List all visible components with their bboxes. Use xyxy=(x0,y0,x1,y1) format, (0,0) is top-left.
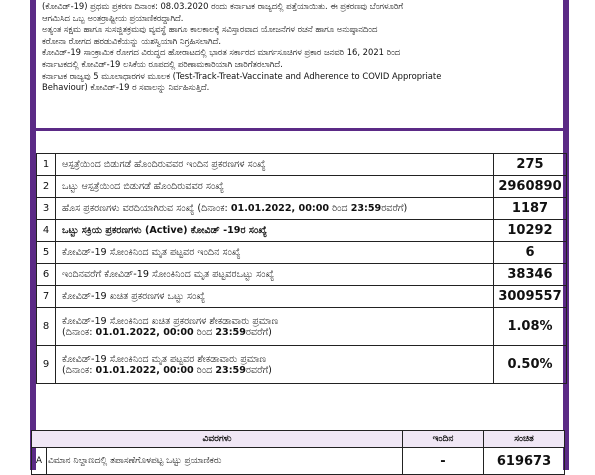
table-row xyxy=(37,198,567,220)
row-value: 275 xyxy=(494,154,567,176)
row-label: ಆಸ್ಪತ್ರೆಯಿಂದ ಬಿಡುಗಡೆ ಹೊಂದಿರುವವರ ಇಂದಿನ ಪ್ರಕರಣಗಳ ಸಂಖ್ಯೆ xyxy=(56,154,494,176)
row-number: 1 xyxy=(37,154,56,176)
row-label-text: ರಿಂದ xyxy=(329,203,351,214)
row-label xyxy=(56,198,494,220)
row-label-text: ರವರೆಗೆ) xyxy=(245,326,272,338)
row-label-text: (ದಿನಾಂಕ: xyxy=(62,326,96,338)
table-row xyxy=(37,154,567,176)
row-label: ಒಟ್ಟು ಸಕ್ರಿಯ ಪ್ರಕರಣಗಳು (Active) ಕೋವಿಡ್ -19ರ ಸಂಖ್ಯೆ xyxy=(56,220,494,242)
row-label-text: ಹೊಸ ಪ್ರಕರಣಗಳು ವರದಿಯಾಗಿರುವ ಸಂಖ್ಯೆ (ದಿನಾಂಕ: xyxy=(62,203,231,214)
intro-line: (ಕೋವಿಡ್-19) ಪ್ರಥಮ ಪ್ರಕರಣ ದಿನಾಂಕ: 08.03.2020 ರಂದು ಕರ್ನಾಟಕ ರಾಜ್ಯದಲ್ಲಿ ಪತ್ತೆಯಾಯಿತು. ಈ ಪ್ರಕರಣವು ಬೆಂಗಳೂರಿಗೆ xyxy=(42,1,404,11)
header-cumulative: ಸಂಚಿತ xyxy=(484,431,565,448)
table-row xyxy=(32,448,565,475)
row-number: 8 xyxy=(37,308,56,346)
row-label: ಒಟ್ಟು ಆಸ್ಪತ್ರೆಯಿಂದ ಬಿಡುಗಡೆ ಹೊಂದಿರುವವರ ಸಂಖ್ಯೆ xyxy=(56,176,494,198)
row-label-text: ರಿಂದ xyxy=(193,326,216,338)
row-number: 9 xyxy=(37,346,56,384)
row-number: 7 xyxy=(37,286,56,308)
row-date-to: 23:59 xyxy=(350,203,382,214)
row-date-to: 23:59 xyxy=(215,364,246,376)
table-row xyxy=(37,242,567,264)
row-number: 4 xyxy=(37,220,56,242)
row-number: 5 xyxy=(37,242,56,264)
intro-bottom-border xyxy=(36,128,563,131)
row-number: 2 xyxy=(37,176,56,198)
table-row xyxy=(37,308,567,346)
row-label: ಕೋವಿಡ್-19 ಸೋಂಕಿನಿಂದ ಮೃತ ಪಟ್ಟವರ ಶೇಕಡಾವಾರು ಪ್ರಮಾಣ xyxy=(62,353,267,365)
travel-screening-table xyxy=(31,430,565,475)
table-row xyxy=(37,264,567,286)
row-value: 38346 xyxy=(494,264,567,286)
row-value: 6 xyxy=(494,242,567,264)
header-today: ಇಂದಿನ xyxy=(403,431,484,448)
row-today: - xyxy=(403,448,484,475)
row-label: ಕೋವಿಡ್-19 ಸೋಂಕಿನಿಂದ ಖಚಿತ ಪ್ರಕರಣಗಳ ಶೇಕಡಾವಾರು ಪ್ರಮಾಣ xyxy=(62,315,279,327)
table-header-row xyxy=(32,431,565,448)
intro-line: ಕರ್ನಾಟಕದಲ್ಲಿ ಕೋವಿಡ್-19 ಲಸಿಕೆಯ ರೂಪದಲ್ಲಿ ಪರಿಣಾಮಕಾರಿಯಾಗಿ ಜಾರಿಗೆತರಲಾಗಿದೆ. xyxy=(42,58,283,69)
row-value: 0.50% xyxy=(494,346,567,384)
row-value: 1187 xyxy=(494,198,567,220)
row-label-text: ರಿಂದ xyxy=(193,364,216,376)
row-label: ಇಂದಿನವರೆಗೆ ಕೋವಿಡ್-19 ಸೋಂಕಿನಿಂದ ಮೃತ ಪಟ್ಟವರಒಟ್ಟು ಸಂಖ್ಯೆ xyxy=(56,264,494,286)
row-value: 10292 xyxy=(494,220,567,242)
covid-stats-table xyxy=(36,153,567,384)
intro-text-box xyxy=(36,0,563,128)
row-label: ವಿಮಾನ ನಿಲ್ದಾಣದಲ್ಲಿ ತಪಾಸಣೆಗೊಳಪಟ್ಟ ಒಟ್ಟು ಪ್ರಯಾಣಿಕರು xyxy=(47,448,403,475)
row-cumulative: 619673 xyxy=(484,448,565,475)
row-value: 2960890 xyxy=(494,176,567,198)
row-number: 3 xyxy=(37,198,56,220)
row-label: ಕೋವಿಡ್-19 ಸೋಂಕಿನಿಂದ ಮೃತ ಪಟ್ಟವರ ಇಂದಿನ ಸಂಖ್ಯೆ xyxy=(56,242,494,264)
row-label-text: ರವರೆಗೆ) xyxy=(245,364,272,376)
table-row xyxy=(37,176,567,198)
row-id: A xyxy=(32,448,47,475)
intro-line: Behaviour) ಕೋವಿಡ್-19 ರ ಸವಾಲನ್ನು ನಿರ್ವಹಿಸುತ್ತಿದೆ. xyxy=(42,82,210,93)
row-label: ಕೋವಿಡ್-19 ಖಚಿತ ಪ್ರಕರಣಗಳ ಒಟ್ಟು ಸಂಖ್ಯೆ xyxy=(56,286,494,308)
intro-line: ಅತ್ಯಂತ ಸಕ್ಷಮ ಹಾಗೂ ಸುಸಜ್ಜಿತಕ್ರಮವು ವ್ಯವಸ್ಥೆ ಹಾಗೂ ಕಾಲಕಾಲಕ್ಕೆ ಸವಿಸ್ತಾರವಾದ ಯೋಜನೆಗಳ ರಚನೆ ಹಾಗೂ ಅನುಷ್ಠಾನದಿಂದ xyxy=(42,24,378,35)
header-details: ವಿವರಗಳು xyxy=(32,431,403,448)
row-label-text: (ದಿನಾಂಕ: xyxy=(62,364,96,376)
row-number: 6 xyxy=(37,264,56,286)
row-value: 1.08% xyxy=(494,308,567,346)
row-value: 3009557 xyxy=(494,286,567,308)
row-date-to: 23:59 xyxy=(215,326,246,338)
row-label-cell xyxy=(56,308,494,346)
table-row xyxy=(37,286,567,308)
intro-line: ಆಗಮಿಸಿದ ಒಬ್ಬ ಅಂತರ್ರಾಷ್ಟ್ರೀಯ ಪ್ರಯಾಣಿಕರದ್ದಾಗಿದೆ. xyxy=(42,12,184,23)
row-date-range xyxy=(62,327,487,338)
intro-line: ಕರ್ನಾಟಕ ರಾಜ್ಯವು 5 ಮೂಲಾಧಾರಗಳ ಮೂಲಕ (Test-Track-Treat-Vaccinate and Adherence to COVID Appropriate xyxy=(42,70,442,81)
row-date-from: 01.01.2022, 00:00 xyxy=(230,203,330,214)
row-date-from: 01.01.2022, 00:00 xyxy=(95,326,194,338)
intro-line: ಕರೋನಾ ರೋಗದ ಹರಡುವಿಕೆಯನ್ನು ಯಶಸ್ವಿಯಾಗಿ ನಿಗ್ರಹಿಸಲಾಗಿದೆ. xyxy=(42,35,222,46)
table-row xyxy=(37,346,567,384)
row-date-range xyxy=(62,365,487,376)
intro-line: ಕೋವಿಡ್-19 ಸಾಂಕ್ರಾಮಿಕ ರೋಗದ ವಿರುದ್ಧದ ಹೋರಾಟದಲ್ಲಿ ಭಾರತ ಸರ್ಕಾರದ ಮಾರ್ಗಸೂಚಿಗಳ ಪ್ರಕಾರ ಜನವರಿ 16, 2021 ರಿಂದ xyxy=(42,47,401,58)
row-label-text: ರವರೆಗೆ) xyxy=(381,203,408,214)
row-date-from: 01.01.2022, 00:00 xyxy=(95,364,194,376)
row-label-cell xyxy=(56,346,494,384)
table-row xyxy=(37,220,567,242)
